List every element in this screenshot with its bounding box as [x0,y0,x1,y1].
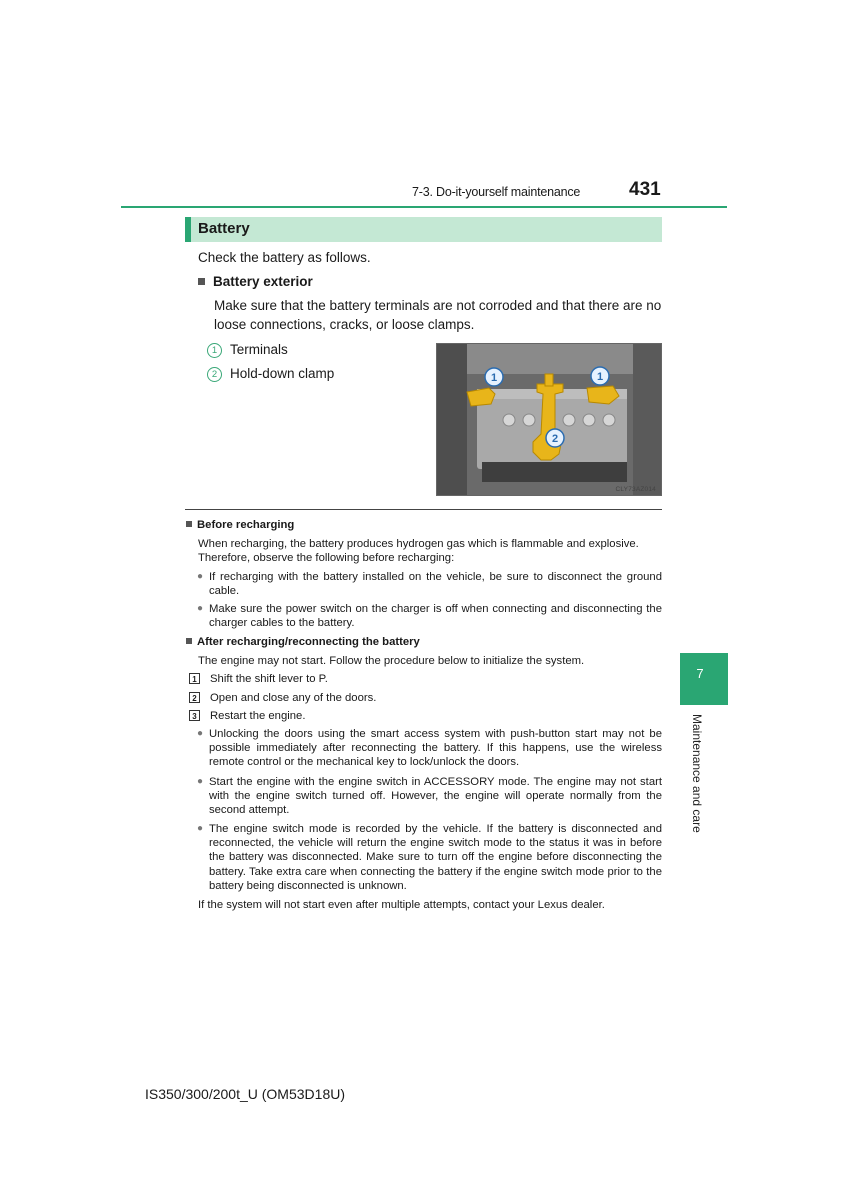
callout-number-icon: 1 [207,343,222,358]
legend-label: Terminals [230,342,288,357]
header-rule [121,206,727,208]
bullet-text: If recharging with the battery installed on the vehicle, be sure to disconnect the ground cable. [209,571,662,598]
after-recharging-text: The engine may not start. Follow the procedure below to initialize the system. [198,655,585,667]
square-bullet-icon [186,521,192,527]
step-text: Shift the shift lever to P. [210,673,328,685]
step-text: Open and close any of the doors. [210,692,377,704]
footer-model: IS350/300/200t_U (OM53D18U) [145,1086,345,1102]
header-section-title: 7-3. Do-it-yourself maintenance [412,185,581,199]
square-bullet-icon [186,638,192,644]
bullet-item [197,602,662,630]
svg-text:1: 1 [596,371,604,383]
closing-text: If the system will not start even after multiple attempts, contact your Lexus dealer. [198,899,605,911]
square-bullet-icon [198,278,205,285]
chapter-number: 7 [696,666,704,681]
before-recharging-heading-text: Before recharging [197,519,295,531]
svg-text:2: 2 [551,433,559,445]
chapter-tab[interactable] [680,653,728,705]
section-heading-accent [185,217,191,242]
exterior-text: Make sure that the battery terminals are not corroded and that there are no loose connections, cracks, or loose clamps. [214,298,662,332]
exterior-heading [198,272,313,291]
chapter-label: Maintenance and care [690,714,704,833]
bullet-item [197,822,662,893]
bullet-item [197,727,662,770]
bullet-dot-icon: ● [197,776,204,787]
step-text: Restart the engine. [210,710,306,722]
bullet-dot-icon: ● [197,571,204,582]
legend-item [207,340,288,359]
bullet-item [197,570,662,598]
battery-photo [436,343,662,496]
callout-number-icon: 2 [207,367,222,382]
bullet-text: Start the engine with the engine switch in ACCESSORY mode. The engine may not start with the engine switch turned off. However, the engine will operate normally from the second attempt. [209,776,662,817]
divider [185,509,662,510]
bullet-item [197,775,662,818]
battery-illustration [437,344,662,496]
section-heading-bar [185,217,662,242]
svg-text:1: 1 [490,372,498,384]
intro-text: Check the battery as follows. [198,250,371,265]
step-number-icon: 1 [189,673,200,684]
step-number-icon: 3 [189,710,200,721]
exterior-heading-text: Battery exterior [213,274,313,289]
page-number: 431 [629,179,661,200]
step-number-icon: 2 [189,692,200,703]
bullet-text: Make sure the power switch on the charger is off when connecting and disconnecting the charger cables to the battery. [209,603,662,630]
after-recharging-heading-text: After recharging/reconnecting the battery [197,636,420,648]
legend-item [207,364,334,383]
before-recharging-heading [186,518,294,532]
bullet-dot-icon: ● [197,603,204,614]
bullet-text: The engine switch mode is recorded by the vehicle. If the battery is disconnected and reconnected, the vehicle will return the engine switch mode to the status it was in before the battery was disconnected. Make sure to turn off the engine before disconnecting the battery. Take extra care when connecting the battery if the engine switch mode prior to the battery being disconnected is unknown. [209,823,662,892]
before-recharging-text: When recharging, the battery produces hydrogen gas which is flammable and explosive. Therefore, observe the following before recharging: [198,538,639,565]
bullet-dot-icon: ● [197,823,204,834]
bullet-text: Unlocking the doors using the smart access system with push-button start may not be possible immediately after reconnecting the battery. If this happens, use the wireless remote control or the mechanical key to lock/unlock the doors. [209,728,662,769]
section-heading: Battery [198,220,250,237]
after-recharging-heading [186,635,420,649]
bullet-dot-icon: ● [197,728,204,739]
image-code: CLY73AZ014 [615,486,656,493]
legend-label: Hold-down clamp [230,366,335,381]
